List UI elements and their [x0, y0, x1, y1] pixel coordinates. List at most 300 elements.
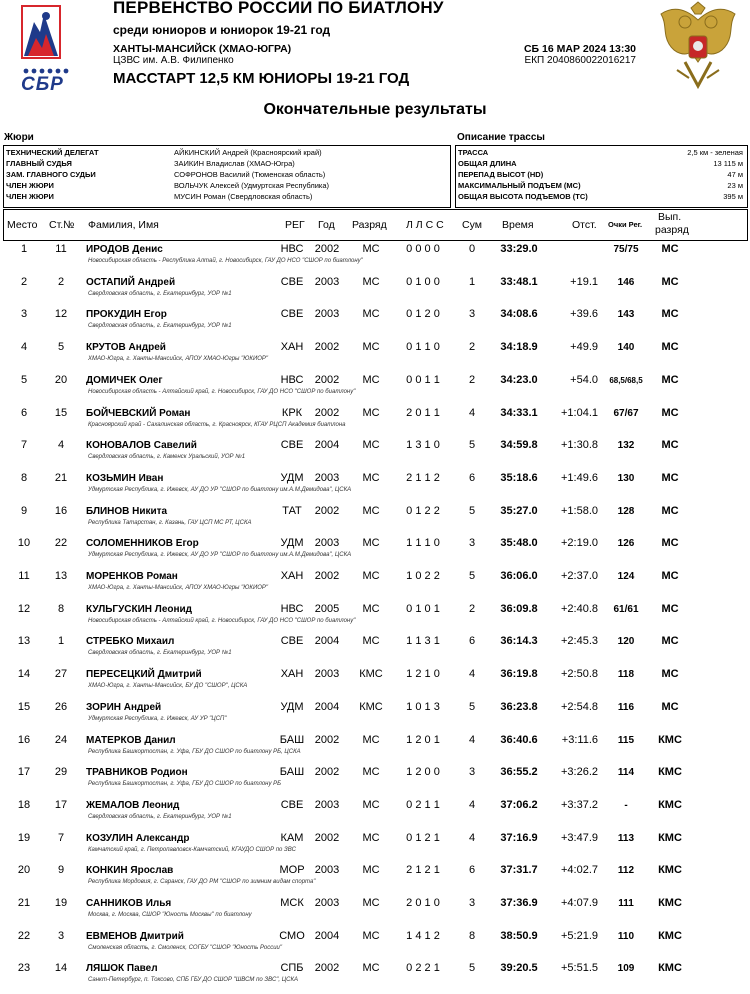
cell-done: МС: [661, 275, 679, 288]
table-row: [0, 864, 750, 896]
cell-place: 1: [20, 243, 28, 255]
cell-behind: +2:54.8: [560, 700, 598, 713]
cell-club: Свердловская область, г. Екатеринбург, УОР №1: [88, 813, 232, 820]
cell-place: 4: [20, 341, 28, 354]
cell-place: 22: [17, 929, 31, 942]
cell-place: 19: [17, 831, 31, 844]
cell-behind: +5:51.5: [560, 962, 598, 975]
cell-club: Свердловская область, г. Екатеринбург, УОР №1: [88, 323, 232, 330]
cell-year: 2003: [314, 897, 340, 909]
cell-bib: 19: [54, 897, 68, 909]
cell-club: Удмуртская Республика, г. Ижевск, АУ ДО УР "СШОР по биатлону им.А.М.Демидова", ЦСКА: [88, 552, 352, 559]
cell-points: 112: [617, 865, 635, 877]
cell-year: 2003: [314, 537, 340, 550]
cell-points: 128: [617, 505, 635, 517]
cell-rank: МС: [362, 766, 380, 779]
cell-club: Республика Мордовия, г. Саранск, ГАУ ДО РМ "СШОР по зимним видам спорта": [88, 879, 316, 886]
cell-reg: КРК: [281, 406, 303, 419]
cell-sum: 5: [468, 504, 476, 517]
cell-name: КОНКИН Ярослав: [86, 865, 174, 877]
cell-behind: +3:26.2: [560, 766, 598, 779]
cell-time: 34:08.6: [500, 308, 538, 321]
cell-shoot: 2 1 2 1: [406, 864, 440, 877]
cell-done: КМС: [658, 864, 682, 877]
cell-time: 36:06.0: [500, 570, 538, 582]
cell-club: Удмуртская Республика, г. Ижевск, АУ ДО УР "СШОР по биатлону им.А.М.Демидова", ЦСКА: [88, 486, 352, 493]
cell-shoot: 0 2 2 1: [406, 962, 440, 975]
cell-points: 146: [617, 276, 635, 288]
cell-points: 109: [617, 963, 635, 975]
cell-sum: 3: [468, 766, 476, 779]
cell-sum: 4: [468, 831, 476, 844]
cell-club: Свердловская область, г. Екатеринбург, УОР №1: [88, 290, 232, 297]
cell-done: МС: [661, 308, 679, 321]
cell-rank: МС: [362, 243, 380, 255]
cell-club: Москва, г. Москва, СШОР "Юность Москвы" по биатлону: [88, 912, 252, 918]
cell-time: 34:59.8: [500, 439, 538, 452]
cell-done: КМС: [658, 798, 682, 811]
cell-behind: +4:02.7: [560, 864, 598, 877]
cell-year: 2003: [314, 275, 340, 288]
cell-done: МС: [661, 668, 679, 681]
cell-club: Санкт-Петербург, п. Токсово, СПБ ГБУ ДО СШОР "ШВСМ по ЗВС", ЦСКА: [88, 977, 298, 984]
cell-bib: 27: [54, 668, 68, 681]
jury-box: [3, 145, 451, 208]
cell-points: 116: [617, 701, 635, 713]
cell-rank: КМС: [359, 700, 383, 713]
cell-place: 12: [17, 602, 31, 615]
col-year: Год: [318, 219, 335, 231]
cell-club: Республика Башкортостан, г. Уфа, ГБУ ДО СШОР по биатлону РБ: [88, 781, 282, 788]
cell-bib: 20: [54, 373, 68, 386]
cell-club: Красноярский край - Сахалинская область, г. Красноярск, КГАУ РЦСП Академия биатлона: [88, 421, 346, 428]
cell-sum: 3: [468, 537, 476, 550]
cell-bib: 7: [57, 831, 65, 844]
event-ekp: ЕКП 2040860022016217: [524, 55, 636, 66]
cell-points: 61/61: [613, 603, 639, 615]
cell-name: СОЛОМЕННИКОВ Егор: [86, 538, 199, 550]
cell-place: 9: [20, 504, 28, 517]
cell-rank: МС: [362, 308, 380, 321]
jury-row: ГЛАВНЫЙ СУДЬЯ ЗАИКИН Владислав (ХМАО-Югра): [6, 159, 295, 168]
track-row: МАКСИМАЛЬНЫЙ ПОДЪЕМ (МС) 23 м: [458, 181, 743, 190]
cell-sum: 4: [468, 406, 476, 419]
cell-club: Удмуртская Республика, г. Ижевск, АУ УР "ЦСП": [88, 715, 227, 722]
col-reg: РЕГ: [285, 219, 305, 231]
cell-place: 18: [17, 798, 31, 811]
cell-done: КМС: [658, 897, 682, 909]
col-fulfilled: Вып.: [658, 211, 682, 223]
cell-bib: 29: [54, 766, 68, 779]
cell-year: 2002: [314, 406, 340, 419]
cell-bib: 5: [57, 341, 65, 354]
cell-done: КМС: [658, 766, 682, 779]
table-row: [0, 701, 750, 733]
cell-time: 37:06.2: [500, 798, 538, 811]
cell-bib: 11: [55, 243, 67, 255]
cell-sum: 4: [468, 733, 476, 746]
cell-club: Свердловская область, г. Каменск Уральский, УОР №1: [88, 454, 246, 461]
cell-shoot: 0 1 0 0: [406, 275, 440, 288]
cell-place: 8: [20, 471, 28, 484]
table-row: [0, 570, 750, 602]
cell-bib: 13: [54, 570, 68, 582]
cell-points: 114: [617, 767, 635, 779]
cell-shoot: 1 2 0 1: [406, 733, 440, 746]
cell-year: 2005: [314, 602, 340, 615]
col-fulfilled-2: разряд: [655, 224, 689, 236]
cell-bib: 22: [54, 537, 68, 550]
event-city: ХАНТЫ-МАНСИЙСК (ХМАО-ЮГРА): [113, 43, 292, 55]
cell-behind: +39.6: [570, 308, 598, 321]
cell-year: 2002: [314, 504, 340, 517]
col-bib: Ст.№: [49, 219, 75, 231]
cell-behind: +2:50.8: [560, 668, 598, 681]
cell-time: 35:18.6: [500, 471, 538, 484]
table-row: [0, 766, 750, 798]
cell-points: 115: [617, 734, 635, 746]
col-sum: Сум: [462, 219, 482, 231]
cell-time: 38:50.9: [500, 929, 538, 942]
cell-behind: +3:11.6: [561, 733, 598, 746]
race-title: МАССТАРТ 12,5 КМ ЮНИОРЫ 19-21 ГОД: [113, 70, 410, 87]
cell-time: 39:20.5: [500, 962, 538, 975]
cell-place: 16: [17, 733, 31, 746]
cell-time: 37:31.7: [500, 864, 538, 877]
cell-points: 113: [617, 832, 635, 844]
cell-behind: +2:45.3: [560, 635, 598, 648]
cell-done: КМС: [658, 962, 682, 975]
cell-time: 36:19.8: [500, 668, 538, 681]
cell-shoot: 0 1 1 0: [406, 341, 440, 354]
cell-behind: +3:47.9: [560, 831, 598, 844]
cell-rank: МС: [362, 831, 380, 844]
cell-place: 6: [20, 406, 28, 419]
cell-points: 118: [617, 669, 635, 681]
cell-done: МС: [661, 570, 679, 582]
cell-bib: 8: [57, 602, 65, 615]
cell-bib: 2: [57, 275, 65, 288]
cell-behind: +2:37.0: [560, 570, 598, 582]
cell-place: 15: [17, 700, 31, 713]
cell-sum: 4: [468, 798, 476, 811]
cell-name: БОЙЧЕВСКИЙ Роман: [86, 407, 191, 419]
cell-reg: УДМ: [280, 537, 304, 550]
cell-year: 2002: [314, 831, 340, 844]
cell-done: МС: [661, 373, 679, 386]
cell-name: ТРАВНИКОВ Родион: [86, 767, 188, 779]
cell-sum: 0: [468, 243, 476, 255]
track-box: [455, 145, 748, 208]
cell-club: Свердловская область, г. Екатеринбург, УОР №1: [88, 650, 232, 657]
cell-points: 130: [617, 472, 635, 484]
cell-behind: +1:58.0: [560, 504, 598, 517]
cell-points: 68,5/68,5: [609, 375, 643, 385]
cell-shoot: 1 2 1 0: [406, 668, 440, 681]
cell-points: 143: [617, 309, 635, 321]
table-row: [0, 308, 750, 340]
col-behind: Отст.: [572, 219, 597, 231]
cell-bib: 15: [54, 406, 68, 419]
cell-shoot: 2 0 1 0: [406, 897, 440, 909]
final-results-title: Окончательные результаты: [263, 101, 487, 118]
jury-title: Жюри: [4, 132, 34, 143]
cell-shoot: 1 0 2 2: [406, 570, 440, 582]
table-row: [0, 505, 750, 537]
cell-name: ОСТАПИЙ Андрей: [86, 276, 176, 288]
table-row: [0, 930, 750, 962]
cell-reg: ХАН: [280, 668, 304, 681]
cell-bib: 4: [57, 439, 65, 452]
cell-bib: 21: [54, 471, 68, 484]
cell-shoot: 0 1 2 1: [406, 831, 440, 844]
cell-place: 11: [18, 570, 30, 582]
cell-done: МС: [661, 602, 679, 615]
cell-bib: 1: [57, 635, 65, 648]
cell-points: 111: [618, 898, 634, 909]
cell-points: 120: [617, 636, 635, 648]
cell-time: 35:48.0: [500, 537, 538, 550]
cell-year: 2002: [314, 373, 340, 386]
cell-place: 21: [17, 897, 31, 909]
track-row: ТРАССА 2,5 км - зеленая: [458, 148, 743, 157]
cell-rank: МС: [362, 471, 380, 484]
cell-name: БЛИНОВ Никита: [86, 505, 168, 517]
cell-done: МС: [661, 504, 679, 517]
cell-year: 2002: [314, 766, 340, 779]
cell-rank: МС: [362, 537, 380, 550]
cell-name: ЛЯШОК Павел: [86, 963, 158, 975]
cell-shoot: 2 1 1 2: [406, 471, 440, 484]
cell-sum: 2: [468, 373, 476, 386]
cell-sum: 2: [468, 341, 476, 354]
cell-rank: МС: [362, 864, 380, 877]
sbr-logo: [14, 2, 86, 96]
cell-shoot: 2 0 1 1: [406, 406, 440, 419]
cell-rank: МС: [362, 929, 380, 942]
cell-shoot: 1 2 0 0: [406, 766, 440, 779]
cell-time: 35:27.0: [500, 504, 538, 517]
cell-done: МС: [661, 471, 679, 484]
cell-name: КОЗУЛИН Александр: [86, 832, 190, 844]
col-rank: Разряд: [352, 219, 387, 231]
cell-name: ИРОДОВ Денис: [86, 244, 163, 255]
cell-shoot: 0 1 0 1: [406, 602, 440, 615]
track-row: ПЕРЕПАД ВЫСОТ (HD) 47 м: [458, 170, 743, 179]
cell-sum: 3: [468, 308, 476, 321]
cell-place: 5: [20, 373, 28, 386]
cell-reg: УДМ: [280, 700, 304, 713]
col-name: Фамилия, Имя: [88, 219, 159, 231]
cell-place: 13: [17, 635, 31, 648]
cell-shoot: 1 4 1 2: [406, 929, 440, 942]
track-row: ОБЩАЯ ДЛИНА 13 115 м: [458, 159, 743, 168]
cell-points: 140: [617, 342, 635, 354]
cell-club: Республика Башкортостан, г. Уфа, ГБУ ДО СШОР по биатлону РБ, ЦСКА: [88, 748, 301, 755]
jury-row: ЧЛЕН ЖЮРИ ВОЛЬЧУК Алексей (Удмуртская Республика): [6, 181, 330, 190]
cell-time: 36:23.8: [500, 700, 538, 713]
cell-reg: НВС: [280, 602, 304, 615]
cell-done: МС: [661, 700, 679, 713]
cell-shoot: 1 3 1 0: [406, 439, 440, 452]
cell-rank: МС: [362, 733, 380, 746]
cell-bib: 12: [54, 308, 68, 321]
cell-sum: 3: [468, 897, 476, 909]
cell-club: Новосибирская область - Республика Алтай, г. Новосибирск, ГАУ ДО НСО "СШОР по биатлону": [88, 258, 363, 264]
cell-bib: 24: [54, 733, 68, 746]
cell-done: МС: [661, 243, 679, 255]
cell-reg: СПБ: [280, 962, 304, 975]
table-row: [0, 537, 750, 569]
cell-done: МС: [661, 341, 679, 354]
col-time: Время: [502, 219, 534, 231]
cell-points: 132: [617, 440, 635, 452]
cell-name: ЖЕМАЛОВ Леонид: [86, 799, 180, 811]
cell-done: МС: [661, 537, 679, 550]
cell-reg: КАМ: [280, 831, 304, 844]
cell-bib: 17: [54, 798, 68, 811]
cell-time: 36:40.6: [500, 733, 538, 746]
cell-shoot: 0 2 1 1: [406, 798, 440, 811]
cell-name: КОЗЬМИН Иван: [86, 472, 164, 484]
cell-reg: МСК: [280, 897, 304, 909]
cell-bib: 14: [54, 962, 68, 975]
jury-row: ТЕХНИЧЕСКИЙ ДЕЛЕГАТ АЙКИНСКИЙ Андрей (Красноярский край): [6, 148, 322, 157]
table-row: [0, 635, 750, 667]
cell-place: 10: [17, 537, 31, 550]
cell-time: 33:48.1: [500, 275, 538, 288]
cell-reg: СВЕ: [280, 798, 304, 811]
cell-name: ПРОКУДИН Егор: [86, 309, 167, 321]
cell-reg: БАШ: [279, 766, 305, 779]
cell-reg: СВЕ: [280, 635, 304, 648]
cell-reg: ХАН: [280, 341, 304, 354]
cell-shoot: 0 0 0 0: [406, 243, 440, 255]
cell-rank: МС: [362, 962, 380, 975]
cell-club: Камчатский край, г. Петропавловск-Камчатский, КГАУДО СШОР по ЗВС: [88, 846, 296, 853]
cell-done: КМС: [658, 831, 682, 844]
table-row: [0, 439, 750, 471]
cell-name: СТРЕБКО Михаил: [86, 636, 175, 648]
cell-shoot: 0 0 1 1: [406, 373, 440, 386]
cell-behind: +1:30.8: [560, 439, 598, 452]
cell-sum: 8: [468, 929, 476, 942]
cell-year: 2004: [314, 929, 340, 942]
cell-rank: МС: [362, 373, 380, 386]
cell-rank: МС: [362, 798, 380, 811]
cell-year: 2002: [314, 341, 340, 354]
cell-year: 2003: [314, 668, 340, 681]
col-points: Очки Рег.: [608, 220, 643, 229]
event-title: ПЕРВЕНСТВО РОССИИ ПО БИАТЛОНУ: [113, 0, 444, 17]
cell-club: Новосибирская область - Алтайский край, г. Новосибирск, ГАУ ДО НСО "СШОР по биатлону": [88, 617, 356, 624]
cell-reg: ТАТ: [282, 504, 302, 517]
cell-bib: 9: [57, 864, 65, 877]
cell-reg: СВЕ: [280, 439, 304, 452]
cell-year: 2003: [314, 471, 340, 484]
cell-shoot: 0 1 2 2: [406, 504, 440, 517]
table-row: [0, 341, 750, 373]
col-shooting: Л Л С С: [406, 219, 444, 231]
cell-bib: 3: [57, 929, 65, 942]
track-row: ОБЩАЯ ВЫСОТА ПОДЪЕМОВ (ТС) 395 м: [458, 192, 743, 201]
cell-time: 33:29.0: [500, 243, 538, 255]
table-row: [0, 734, 750, 766]
cell-sum: 5: [468, 700, 476, 713]
cell-place: 17: [17, 766, 31, 779]
table-row: [0, 668, 750, 700]
cell-behind: +49.9: [570, 341, 598, 354]
cell-year: 2002: [314, 733, 340, 746]
cell-reg: УДМ: [280, 471, 304, 484]
table-row: [0, 799, 750, 831]
cell-sum: 2: [468, 602, 476, 615]
cell-done: МС: [661, 406, 679, 419]
cell-year: 2003: [314, 798, 340, 811]
cell-done: КМС: [658, 929, 682, 942]
cell-rank: МС: [362, 341, 380, 354]
cell-year: 2002: [314, 962, 340, 975]
cell-done: КМС: [658, 733, 682, 746]
cell-behind: +1:04.1: [560, 406, 598, 419]
russian-coat-of-arms-icon: [655, 0, 741, 94]
cell-name: ПЕРЕСЕЦКИЙ Дмитрий: [86, 669, 202, 681]
cell-year: 2003: [314, 864, 340, 877]
cell-rank: МС: [362, 275, 380, 288]
event-subtitle: среди юниоров и юниорок 19-21 год: [113, 23, 331, 37]
cell-behind: +4:07.9: [560, 897, 598, 909]
cell-time: 34:33.1: [500, 406, 538, 419]
cell-rank: МС: [362, 635, 380, 648]
cell-sum: 5: [468, 439, 476, 452]
track-title: Описание трассы: [457, 132, 545, 143]
cell-done: МС: [661, 635, 679, 648]
cell-points: 67/67: [613, 407, 639, 419]
cell-points: 124: [617, 571, 635, 582]
logo-text: СБР: [21, 74, 64, 95]
cell-behind: +5:21.9: [560, 929, 598, 942]
cell-behind: +1:49.6: [560, 471, 598, 484]
cell-sum: 6: [468, 471, 476, 484]
table-row: [0, 407, 750, 439]
cell-name: МАТЕРКОВ Данил: [86, 734, 176, 746]
cell-time: 37:36.9: [500, 897, 538, 909]
cell-sum: 6: [468, 864, 476, 877]
cell-rank: МС: [362, 439, 380, 452]
table-row: [0, 374, 750, 406]
table-row: [0, 603, 750, 635]
cell-sum: 5: [468, 570, 476, 582]
cell-place: 7: [20, 439, 28, 452]
cell-shoot: 1 0 1 3: [406, 700, 440, 713]
table-row: [0, 832, 750, 864]
cell-time: 36:55.2: [500, 766, 538, 779]
cell-reg: БАШ: [279, 733, 305, 746]
cell-name: САННИКОВ Илья: [86, 898, 172, 909]
jury-row: ЧЛЕН ЖЮРИ МУСИН Роман (Свердловская область): [6, 192, 313, 201]
cell-time: 37:16.9: [500, 831, 538, 844]
cell-shoot: 1 1 1 0: [406, 537, 440, 550]
cell-behind: +3:37.2: [560, 798, 598, 811]
col-place: Место: [7, 219, 38, 231]
cell-time: 36:14.3: [500, 635, 538, 648]
cell-place: 14: [17, 668, 31, 681]
cell-name: МОРЕНКОВ Роман: [86, 571, 178, 582]
cell-reg: СВЕ: [280, 308, 304, 321]
cell-reg: ХАН: [280, 570, 304, 582]
cell-rank: МС: [362, 897, 380, 909]
cell-sum: 5: [468, 962, 476, 975]
